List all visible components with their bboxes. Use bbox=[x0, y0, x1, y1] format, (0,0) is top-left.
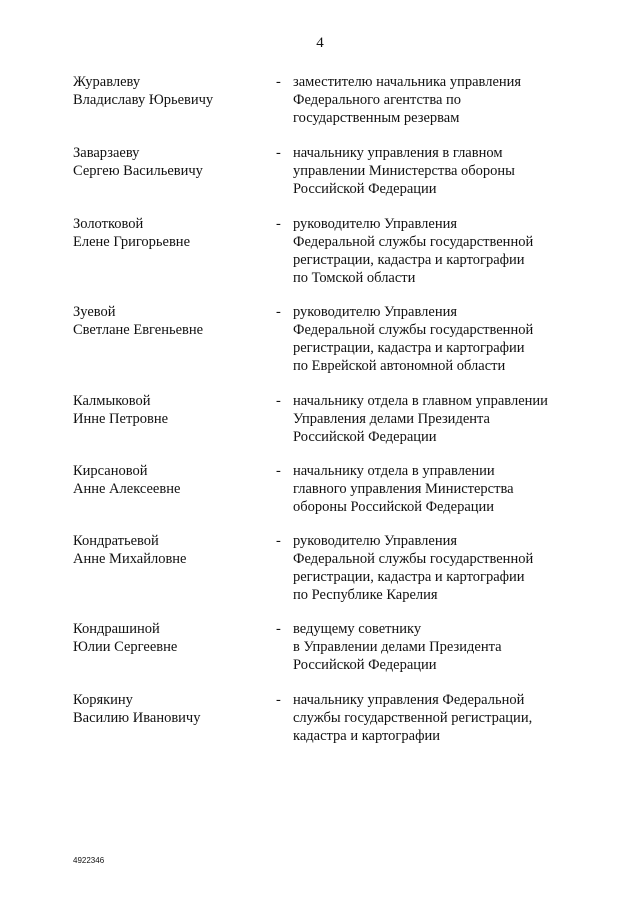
person-position: руководителю Управления Федеральной службы государственной регистрации, кадастра и картографии по Томской области bbox=[293, 216, 534, 286]
person-position: начальнику управления в главном управлении Министерства обороны Российской Федерации bbox=[293, 145, 515, 197]
person-position: заместителю начальника управления Федерального агентства по государственным резервам bbox=[293, 74, 522, 126]
person-given-names: Инне Петровне bbox=[73, 411, 169, 427]
person-surname: Золотковой bbox=[73, 216, 144, 232]
person-surname: Кондрашиной bbox=[73, 621, 160, 637]
appointment-entry-zavarzaev bbox=[0, 144, 640, 198]
dash-separator: - bbox=[276, 216, 281, 232]
appointment-entry-kondrashina bbox=[0, 620, 640, 674]
person-given-names: Светлане Евгеньевне bbox=[73, 322, 204, 338]
person-name bbox=[73, 532, 263, 568]
dash-separator: - bbox=[276, 692, 281, 708]
person-surname: Кирсановой bbox=[73, 463, 148, 479]
person-surname: Заварзаеву bbox=[73, 145, 140, 161]
person-position: руководителю Управления Федеральной службы государственной регистрации, кадастра и картографии по Республике Карелия bbox=[293, 533, 534, 603]
appointment-entry-koryakin bbox=[0, 691, 640, 745]
person-position: начальнику отдела в управлении главного управления Министерства обороны Российской Федерации bbox=[293, 463, 514, 515]
person-name bbox=[73, 303, 263, 339]
person-position: начальнику отдела в главном управлении Управления делами Президента Российской Федерации bbox=[293, 393, 548, 445]
dash-separator: - bbox=[276, 621, 281, 637]
dash-separator: - bbox=[276, 533, 281, 549]
person-given-names: Сергею Васильевичу bbox=[73, 163, 203, 179]
person-name bbox=[73, 392, 263, 428]
dash-separator: - bbox=[276, 393, 281, 409]
person-surname: Журавлеву bbox=[73, 74, 141, 90]
person-surname: Корякину bbox=[73, 692, 133, 708]
dash-separator: - bbox=[276, 304, 281, 320]
person-name bbox=[73, 462, 263, 498]
person-given-names: Василию Ивановичу bbox=[73, 710, 201, 726]
person-surname: Калмыковой bbox=[73, 393, 151, 409]
person-name bbox=[73, 620, 263, 656]
person-position: начальнику управления Федеральной службы государственной регистрации, кадастра и картографии bbox=[293, 692, 533, 744]
person-name bbox=[73, 215, 263, 251]
appointment-entry-kalmykova bbox=[0, 392, 640, 446]
person-name bbox=[73, 73, 263, 109]
page-number: 4 bbox=[316, 35, 324, 51]
person-given-names: Елене Григорьевне bbox=[73, 234, 191, 250]
dash-separator: - bbox=[276, 145, 281, 161]
person-name bbox=[73, 691, 263, 727]
document-code: 4922346 bbox=[73, 856, 105, 865]
person-position: ведущему советнику в Управлении делами Президента Российской Федерации bbox=[293, 621, 502, 673]
person-given-names: Анне Михайловне bbox=[73, 551, 187, 567]
appointment-entry-kirsanova bbox=[0, 462, 640, 516]
appointment-entry-zhuravlev bbox=[0, 73, 640, 127]
person-surname: Кондратьевой bbox=[73, 533, 159, 549]
appointment-entry-zueva bbox=[0, 303, 640, 375]
dash-separator: - bbox=[276, 463, 281, 479]
dash-separator: - bbox=[276, 74, 281, 90]
appointment-entry-zolotkova bbox=[0, 215, 640, 287]
person-given-names: Анне Алексеевне bbox=[73, 481, 181, 497]
person-given-names: Юлии Сергеевне bbox=[73, 639, 178, 655]
appointment-list bbox=[0, 73, 640, 745]
appointment-entry-kondratieva bbox=[0, 532, 640, 604]
person-surname: Зуевой bbox=[73, 304, 116, 320]
person-name bbox=[73, 144, 263, 180]
person-position: руководителю Управления Федеральной службы государственной регистрации, кадастра и картографии по Еврейской автономной области bbox=[293, 304, 534, 374]
person-given-names: Владиславу Юрьевичу bbox=[73, 92, 214, 108]
